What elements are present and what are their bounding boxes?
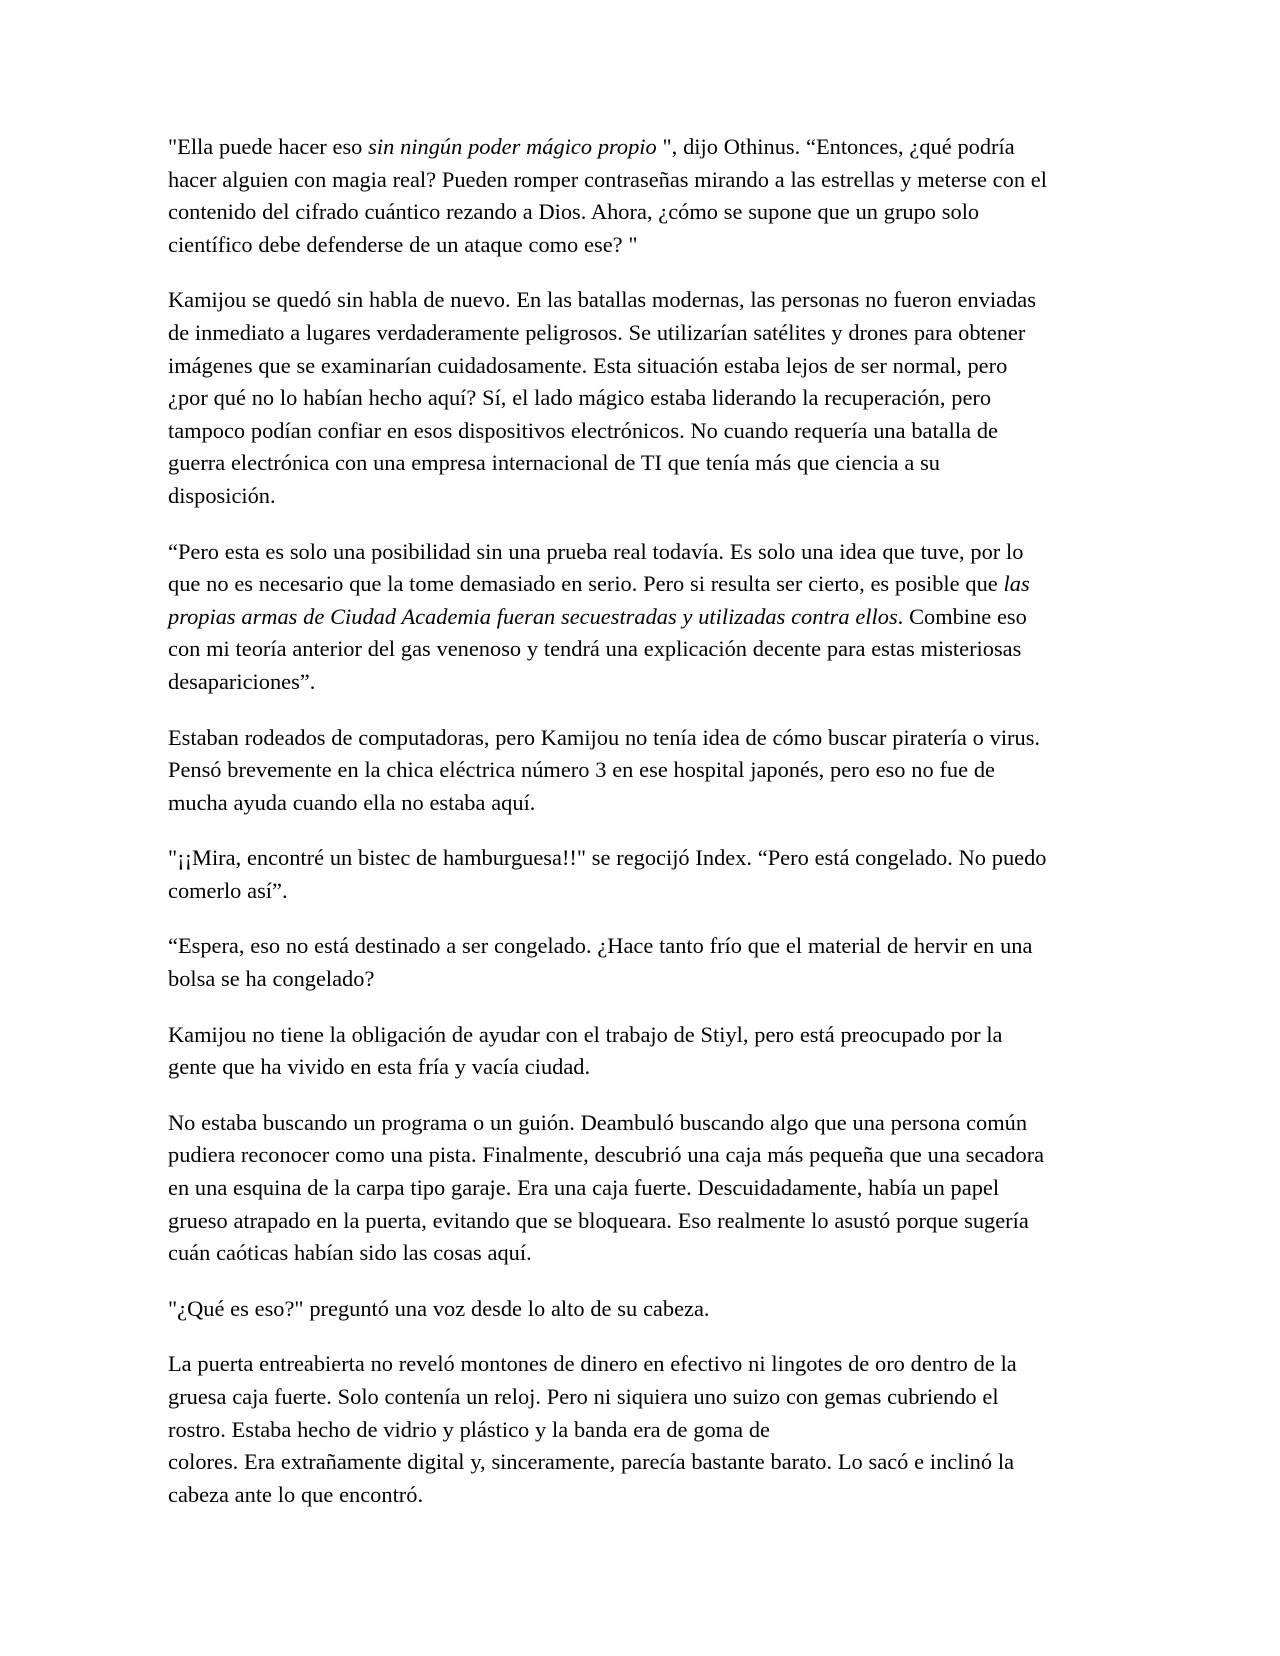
body-text: “Pero esta es solo una posibilidad sin una prueba real todavía. Es solo una idea que tuve, por lo que no es necesario que la tome demasiado en serio. Pero si resulta ser cierto, es posible que [168, 538, 1024, 597]
paragraph [168, 722, 1052, 820]
paragraph [168, 1107, 1052, 1270]
paragraph [168, 842, 1052, 907]
emphasis-text: las propias armas de Ciudad Academia fueran secuestradas y utilizadas contra ellos [168, 571, 1030, 629]
body-text: ", dijo Othinus. “Entonces, ¿qué podría hacer alguien con magia real? Pueden romper contraseñas mirando a las estrellas y meterse con el contenido del cifrado cuántico rezando a Dios. Ahora, ¿cómo se supone que un grupo solo científico debe defenderse de un ataque como ese? " [168, 134, 1047, 257]
paragraph [168, 1348, 1052, 1511]
paragraph [168, 536, 1052, 699]
body-text: colores. Era extrañamente digital y, sinceramente, parecía bastante barato. Lo sacó e inclinó la cabeza ante lo que encontró. [168, 1449, 1015, 1507]
text-column [168, 131, 1052, 1511]
body-text: No estaba buscando un programa o un guión. Deambuló buscando algo que una persona común pudiera reconocer como una pista. Finalmente, descubrió una caja más pequeña que una secadora en una esquina de la carpa tipo garaje. Era una caja fuerte. Descuidadamente, había un papel grueso atrapado en la puerta, evitando que se bloqueara. Eso realmente lo asustó porque sugería cuán caóticas habían sido las cosas aquí. [168, 1109, 1045, 1266]
paragraph [168, 1019, 1052, 1084]
paragraph [168, 284, 1052, 512]
emphasis-text: sin ningún poder mágico propio [368, 134, 657, 159]
paragraph [168, 1293, 1052, 1326]
body-text: Kamijou se quedó sin habla de nuevo. En las batallas modernas, las personas no fueron enviadas de inmediato a lugares verdaderamente peligrosos. Se utilizarían satélites y drones para obtener imágenes que se examinarían cuidadosamente. Esta situación estaba lejos de ser normal, pero ¿por qué no lo habían hecho aquí? Sí, el lado mágico estaba liderando la recuperación, pero tampoco podían confiar en esos dispositivos electrónicos. No cuando requería una batalla de guerra electrónica con una empresa internacional de TI que tenía más que ciencia a su disposición. [168, 287, 1036, 508]
body-text: La puerta entreabierta no reveló montones de dinero en efectivo ni lingotes de oro dentro de la gruesa caja fuerte. Solo contenía un reloj. Pero ni siquiera uno suizo con gemas cubriendo el rostro. Estaba hecho de vidrio y plástico y la banda era de goma de [168, 1351, 1017, 1442]
body-text: . Combine eso con mi teoría anterior del gas venenoso y tendrá una explicación decente para estas misteriosas desapariciones”. [168, 603, 1027, 694]
body-text: Estaban rodeados de computadoras, pero Kamijou no tenía idea de cómo buscar piratería o virus. Pensó brevemente en la chica eléctrica número 3 en ese hospital japonés, pero eso no fue de mucha ayuda cuando ella no estaba aquí. [168, 724, 1041, 815]
paragraph [168, 930, 1052, 995]
body-text: Kamijou no tiene la obligación de ayudar con el trabajo de Stiyl, pero está preocupado por la gente que ha vivido en esta fría y vacía ciudad. [168, 1021, 1003, 1080]
body-text: "Ella puede hacer eso [168, 134, 369, 159]
body-text: “Espera, eso no está destinado a ser congelado. ¿Hace tanto frío que el material de hervir en una bolsa se ha congelado? [168, 933, 1033, 992]
paragraph [168, 131, 1052, 261]
body-text: "¿Qué es eso?" preguntó una voz desde lo alto de su cabeza. [168, 1295, 710, 1321]
body-text: "¡¡Mira, encontré un bistec de hamburguesa!!" se regocijó Index. “Pero está congelado. No puedo comerlo así”. [168, 845, 1047, 903]
